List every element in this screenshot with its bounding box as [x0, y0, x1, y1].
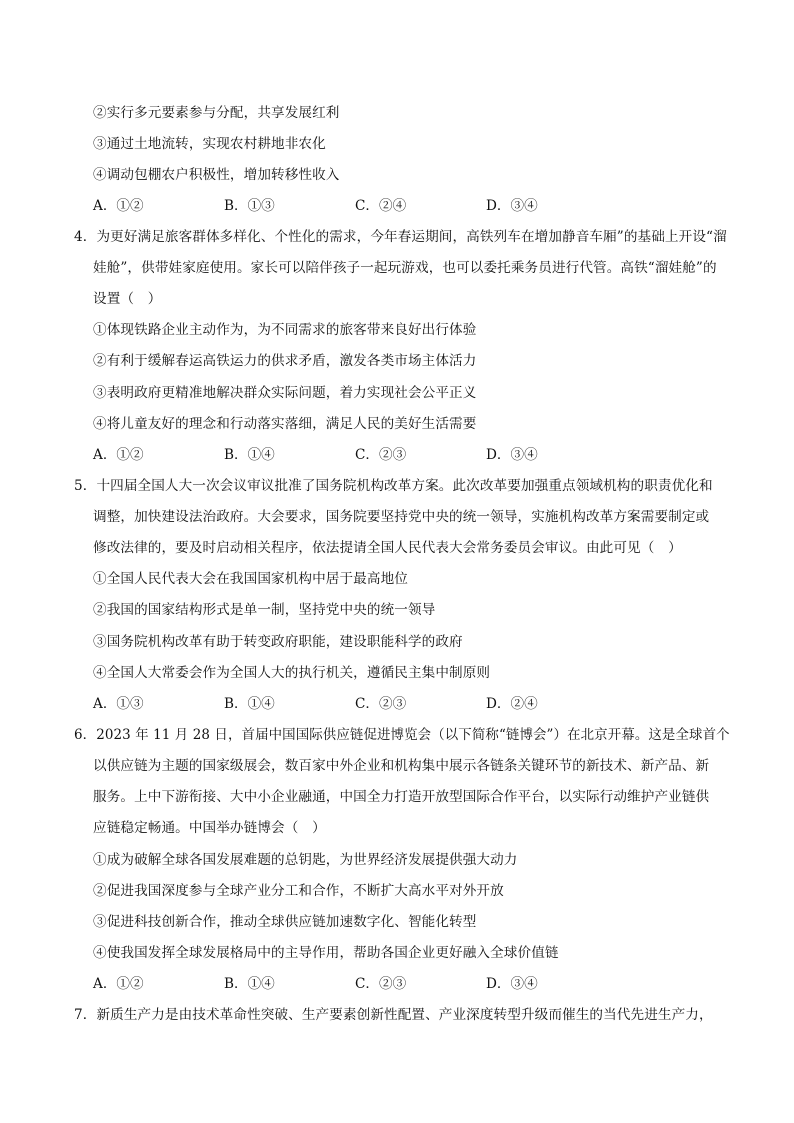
- q7-stem-line-1: 7．新质生产力是由技术革命性突破、生产要素创新性配置、产业深度转型升级而催生的当代先进生产力，: [74, 1007, 713, 1023]
- q5-choice-d: D．②④: [486, 696, 538, 712]
- q4-stem-line-2: 娃舱”，供带娃家庭使用。家长可以陪伴孩子一起玩游戏，也可以委托乘务员进行代管。高铁“溜娃舱”的: [93, 260, 717, 276]
- q6-option-1: ①成为破解全球各国发展难题的总钥匙，为世界经济发展提供强大动力: [93, 852, 518, 868]
- q6-choice-c: C．②③: [355, 976, 407, 992]
- q6-option-3: ③促进科技创新合作，推动全球供应链加速数字化、智能化转型: [93, 914, 477, 930]
- q4-option-1: ①体现铁路企业主动作为，为不同需求的旅客带来良好出行体验: [93, 322, 477, 338]
- q6-choice-b: B．①④: [224, 976, 275, 992]
- q4-choice-a: A．①②: [93, 447, 144, 463]
- q6-stem-line-4: 应链稳定畅通。中国举办链博会（ ）: [93, 820, 326, 836]
- q4-option-4: ④将儿童友好的理念和行动落实落细，满足人民的美好生活需要: [93, 416, 477, 432]
- q6-stem-line-2: 以供应链为主题的国家级展会，数百家中外企业和机构集中展示各链条关键环节的新技术、新产品、新: [93, 758, 710, 774]
- q4-option-3: ③表明政府更精准地解决群众实际问题，着力实现社会公平正义: [93, 385, 477, 401]
- q5-stem-line-2: 调整，加快建设法治政府。大会要求，国务院要坚持党中央的统一领导，实施机构改革方案需要制定或: [93, 509, 710, 525]
- q5-choice-c: C．②③: [355, 696, 407, 712]
- q5-choice-a: A．①③: [93, 696, 144, 712]
- q5-option-1: ①全国人民代表大会在我国国家机构中居于最高地位: [93, 571, 408, 587]
- q4-option-2: ②有利于缓解春运高铁运力的供求矛盾，激发各类市场主体活力: [93, 353, 477, 369]
- q3-option-4: ④调动包棚农户积极性，增加转移性收入: [93, 167, 340, 183]
- q5-option-4: ④全国人大常委会作为全国人大的执行机关，遵循民主集中制原则: [93, 665, 491, 681]
- q5-stem-line-1: 5．十四届全国人大一次会议审议批准了国务院机构改革方案。此次改革要加强重点领域机构的职责优化和: [74, 478, 713, 494]
- q6-option-2: ②促进我国深度参与全球产业分工和合作，不断扩大高水平对外开放: [93, 883, 504, 899]
- q4-stem-line-1: 4．为更好满足旅客群体多样化、个性化的需求，今年春运期间，高铁列车在增加静音车厢”的基础上开设“溜: [74, 229, 727, 245]
- q3-choice-d: D．③④: [486, 198, 538, 214]
- q4-choice-d: D．③④: [486, 447, 538, 463]
- q6-stem-line-1: 6．2023 年 11 月 28 日，首届中国国际供应链促进博览会（以下简称“链博会”）在北京开幕。这是全球首个: [74, 727, 730, 743]
- q3-option-2: ②实行多元要素参与分配，共享发展红利: [93, 105, 340, 121]
- q5-stem-line-3: 修改法律的，要及时启动相关程序，依法提请全国人民代表大会常务委员会审议。由此可见（ ）: [93, 540, 682, 556]
- q3-choice-c: C．②④: [355, 198, 407, 214]
- q3-choice-a: A．①②: [93, 198, 144, 214]
- q6-choice-a: A．①②: [93, 976, 144, 992]
- q5-option-2: ②我国的国家结构形式是单一制，坚持党中央的统一领导: [93, 602, 436, 618]
- q5-choice-b: B．①④: [224, 696, 275, 712]
- q5-option-3: ③国务院机构改革有助于转变政府职能，建设职能科学的政府: [93, 634, 463, 650]
- q4-stem-line-3: 设置（ ）: [93, 291, 162, 307]
- q6-option-4: ④使我国发挥全球发展格局中的主导作用，帮助各国企业更好融入全球价值链: [93, 945, 559, 961]
- q3-choice-b: B．①③: [224, 198, 275, 214]
- q6-choice-d: D．③④: [486, 976, 538, 992]
- q6-stem-line-3: 服务。上中下游衔接、大中小企业融通，中国全力打造开放型国际合作平台，以实际行动维护产业链供: [93, 789, 710, 805]
- q3-option-3: ③通过土地流转，实现农村耕地非农化: [93, 136, 326, 152]
- q4-choice-c: C．②③: [355, 447, 407, 463]
- q4-choice-b: B．①④: [224, 447, 275, 463]
